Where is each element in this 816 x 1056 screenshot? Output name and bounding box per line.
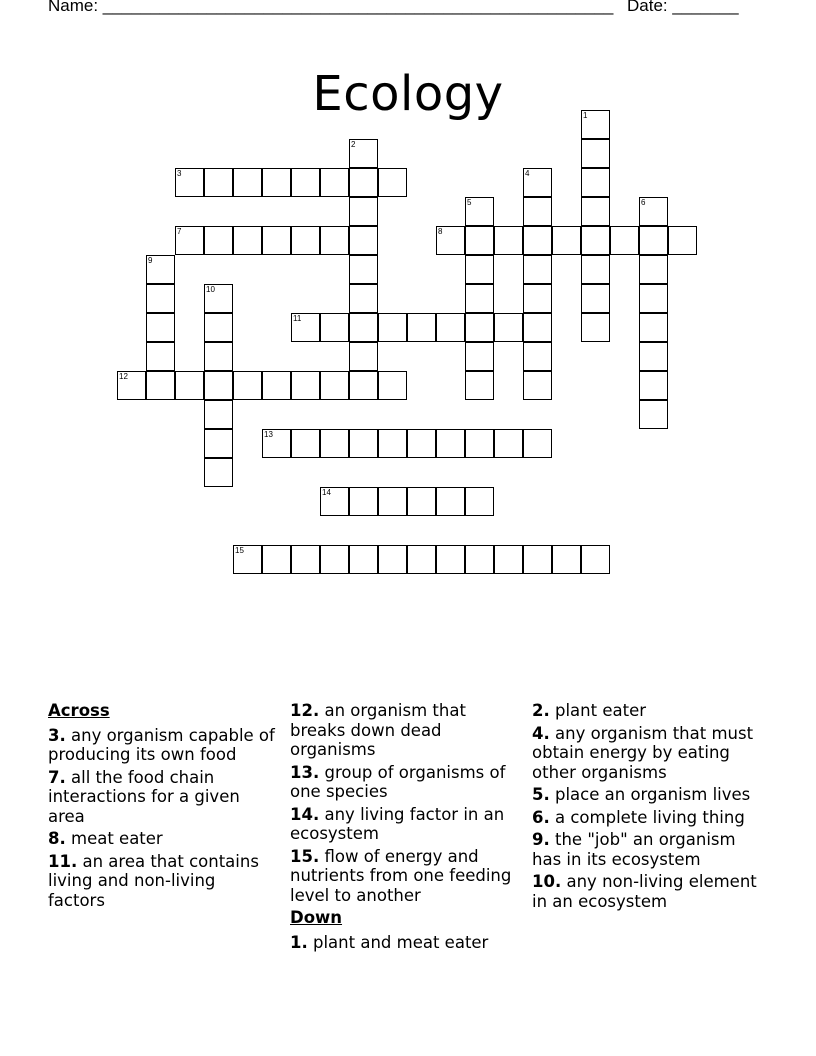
clue-down-5: 5. place an organism lives	[532, 785, 751, 804]
grid-cell[interactable]	[581, 197, 610, 226]
grid-cell[interactable]	[175, 226, 204, 255]
clue-number: 6	[641, 198, 646, 207]
grid-cell[interactable]	[204, 400, 233, 429]
clue-column-1	[48, 701, 276, 913]
grid-cell[interactable]	[204, 168, 233, 197]
grid-cell[interactable]	[581, 255, 610, 284]
grid-cell[interactable]	[610, 226, 639, 255]
grid-cell[interactable]	[378, 313, 407, 342]
grid-cell[interactable]	[523, 226, 552, 255]
grid-cell[interactable]	[204, 313, 233, 342]
grid-cell[interactable]	[523, 255, 552, 284]
grid-cell[interactable]	[320, 313, 349, 342]
grid-cell[interactable]	[204, 371, 233, 400]
clue-across-7: 7. all the food chain interactions for a given area	[48, 767, 240, 826]
grid-cell[interactable]	[465, 313, 494, 342]
clue-column-2	[290, 701, 518, 955]
grid-cell[interactable]	[291, 545, 320, 574]
grid-cell[interactable]	[436, 545, 465, 574]
grid-cell[interactable]	[204, 226, 233, 255]
grid-cell[interactable]	[349, 168, 378, 197]
clue-number: 4	[525, 169, 530, 178]
grid-cell[interactable]	[552, 545, 581, 574]
grid-cell[interactable]	[349, 342, 378, 371]
grid-cell[interactable]	[407, 545, 436, 574]
clue-across-11: 11. an area that contains living and non-living factors	[48, 851, 259, 910]
grid-cell[interactable]	[262, 429, 291, 458]
grid-cell[interactable]	[349, 197, 378, 226]
grid-cell[interactable]	[436, 313, 465, 342]
grid-cell[interactable]	[320, 371, 349, 400]
grid-cell[interactable]	[639, 284, 668, 313]
grid-cell[interactable]	[639, 313, 668, 342]
grid-cell[interactable]	[233, 168, 262, 197]
grid-cell[interactable]	[204, 284, 233, 313]
grid-cell[interactable]	[175, 371, 204, 400]
clue-down-6: 6. a complete living thing	[532, 807, 745, 827]
grid-cell[interactable]	[262, 226, 291, 255]
grid-cell[interactable]	[523, 429, 552, 458]
clue-across-3: 3. any organism capable of producing its own food	[48, 725, 275, 764]
grid-cell[interactable]	[436, 487, 465, 516]
grid-cell[interactable]	[523, 342, 552, 371]
grid-cell[interactable]	[378, 487, 407, 516]
clue-number: 10	[206, 285, 215, 294]
grid-cell[interactable]	[581, 284, 610, 313]
clue-number: 13	[264, 430, 273, 439]
clue-down-9: 9. the "job" an organism has in its ecosystem	[532, 830, 736, 869]
grid-cell[interactable]	[349, 429, 378, 458]
grid-cell[interactable]	[349, 371, 378, 400]
grid-cell[interactable]	[291, 168, 320, 197]
grid-cell[interactable]	[262, 545, 291, 574]
grid-cell[interactable]	[639, 255, 668, 284]
grid-cell[interactable]	[262, 371, 291, 400]
grid-cell[interactable]	[523, 313, 552, 342]
grid-cell[interactable]	[581, 139, 610, 168]
grid-cell[interactable]	[523, 371, 552, 400]
grid-cell[interactable]	[320, 168, 349, 197]
grid-cell[interactable]	[523, 284, 552, 313]
clue-number: 14	[322, 488, 331, 497]
clue-across-13: 13. group of organisms of one species	[290, 762, 506, 801]
grid-cell[interactable]	[349, 545, 378, 574]
grid-cell[interactable]	[465, 371, 494, 400]
grid-cell[interactable]	[233, 545, 262, 574]
grid-cell[interactable]	[465, 545, 494, 574]
across-heading: Across	[48, 701, 110, 720]
grid-cell[interactable]	[349, 313, 378, 342]
grid-cell[interactable]	[581, 110, 610, 139]
grid-cell[interactable]	[349, 255, 378, 284]
clue-number: 8	[438, 227, 443, 236]
grid-cell[interactable]	[668, 226, 697, 255]
grid-cell[interactable]	[262, 168, 291, 197]
grid-cell[interactable]	[146, 255, 175, 284]
grid-cell[interactable]	[436, 429, 465, 458]
clue-across-8: 8. meat eater	[48, 829, 163, 848]
grid-cell[interactable]	[146, 371, 175, 400]
grid-cell[interactable]	[639, 400, 668, 429]
clue-number: 11	[293, 314, 302, 323]
name-field-label[interactable]: Name: ______________________________________________________	[48, 0, 614, 15]
grid-cell[interactable]	[523, 545, 552, 574]
clue-down-2: 2. plant eater	[532, 701, 647, 720]
puzzle-title: Ecology	[312, 66, 504, 123]
grid-cell[interactable]	[378, 429, 407, 458]
grid-cell[interactable]	[320, 545, 349, 574]
date-field-label[interactable]: Date: _______	[627, 0, 739, 15]
grid-cell[interactable]	[291, 313, 320, 342]
grid-cell[interactable]	[523, 168, 552, 197]
grid-cell[interactable]	[378, 168, 407, 197]
grid-cell[interactable]	[494, 429, 523, 458]
grid-cell[interactable]	[552, 226, 581, 255]
grid-cell[interactable]	[349, 226, 378, 255]
grid-cell[interactable]	[146, 342, 175, 371]
grid-cell[interactable]	[465, 255, 494, 284]
grid-cell[interactable]	[639, 226, 668, 255]
grid-cell[interactable]	[349, 284, 378, 313]
grid-cell[interactable]	[639, 197, 668, 226]
grid-cell[interactable]	[523, 197, 552, 226]
clue-number: 1	[583, 111, 588, 120]
clue-number: 3	[177, 169, 182, 178]
grid-cell[interactable]	[407, 429, 436, 458]
grid-cell[interactable]	[407, 487, 436, 516]
clue-across-12: 12. an organism that breaks down dead organisms	[290, 701, 466, 759]
grid-cell[interactable]	[378, 371, 407, 400]
grid-cell[interactable]	[204, 429, 233, 458]
clue-down-4: 4. any organism that must obtain energy by eating other organisms	[532, 723, 754, 782]
clue-down-10: 10. any non-living element in an ecosystem	[532, 872, 757, 911]
grid-cell[interactable]	[378, 545, 407, 574]
grid-cell[interactable]	[436, 226, 465, 255]
grid-cell[interactable]	[291, 371, 320, 400]
grid-cell[interactable]	[465, 487, 494, 516]
grid-cell[interactable]	[204, 458, 233, 487]
clue-across-15: 15. flow of energy and nutrients from one feeding level to another	[290, 846, 512, 905]
grid-cell[interactable]	[233, 226, 262, 255]
grid-cell[interactable]	[494, 313, 523, 342]
grid-cell[interactable]	[465, 226, 494, 255]
grid-cell[interactable]	[349, 139, 378, 168]
grid-cell[interactable]	[117, 371, 146, 400]
clue-number: 5	[467, 198, 472, 207]
grid-cell[interactable]	[146, 284, 175, 313]
clue-number: 12	[119, 372, 128, 381]
clue-number: 9	[148, 256, 153, 265]
grid-cell[interactable]	[233, 371, 262, 400]
clue-number: 7	[177, 227, 182, 236]
grid-cell[interactable]	[581, 226, 610, 255]
grid-cell[interactable]	[291, 429, 320, 458]
down-heading: Down	[290, 908, 343, 927]
grid-cell[interactable]	[465, 342, 494, 371]
grid-cell[interactable]	[204, 342, 233, 371]
grid-cell[interactable]	[581, 545, 610, 574]
grid-cell[interactable]	[407, 313, 436, 342]
grid-cell[interactable]	[494, 545, 523, 574]
grid-cell[interactable]	[639, 371, 668, 400]
grid-cell[interactable]	[146, 313, 175, 342]
grid-cell[interactable]	[465, 284, 494, 313]
grid-cell[interactable]	[320, 487, 349, 516]
grid-cell[interactable]	[175, 168, 204, 197]
grid-cell[interactable]	[291, 226, 320, 255]
clue-number: 2	[351, 140, 356, 149]
grid-cell[interactable]	[581, 168, 610, 197]
grid-cell[interactable]	[349, 487, 378, 516]
grid-cell[interactable]	[639, 342, 668, 371]
grid-cell[interactable]	[320, 226, 349, 255]
grid-cell[interactable]	[581, 313, 610, 342]
clue-column-3	[532, 701, 760, 914]
clue-across-14: 14. any living factor in an ecosystem	[290, 804, 505, 843]
grid-cell[interactable]	[320, 429, 349, 458]
grid-cell[interactable]	[494, 226, 523, 255]
grid-cell[interactable]	[465, 429, 494, 458]
clue-down-1: 1. plant and meat eater	[290, 932, 489, 952]
grid-cell[interactable]	[465, 197, 494, 226]
clue-number: 15	[235, 546, 244, 555]
